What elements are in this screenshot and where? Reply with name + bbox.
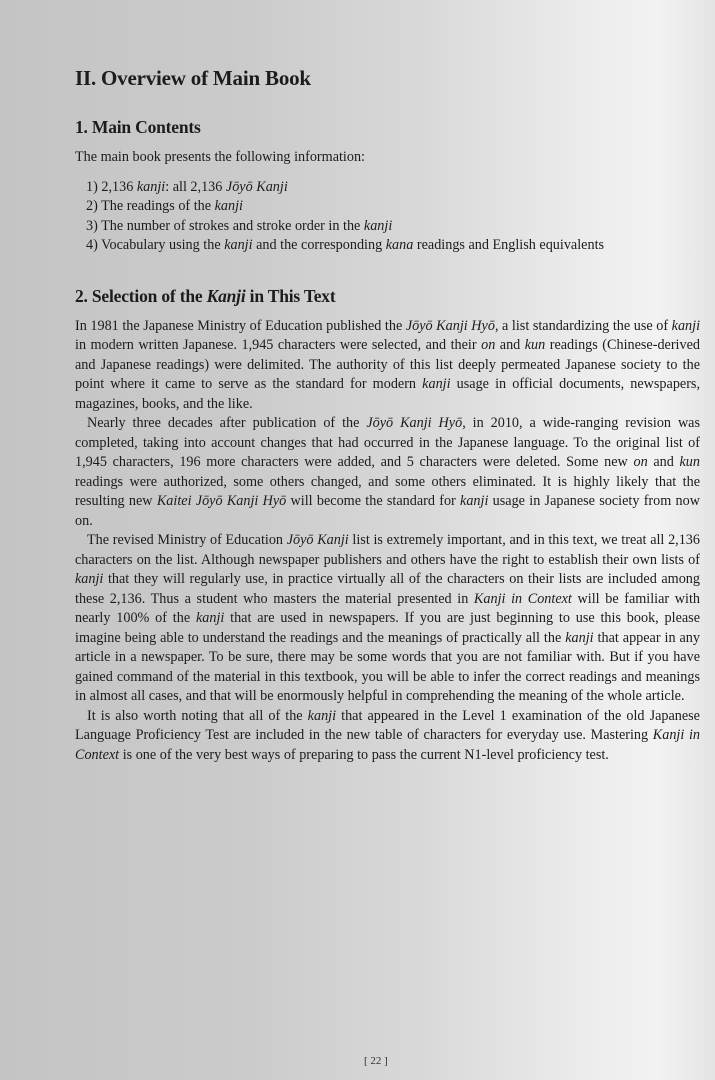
list-item: 4) Vocabulary using the kanji and the corresponding kana readings and English equivalents <box>86 237 605 253</box>
page-title: II. Overview of Main Book <box>75 66 311 90</box>
page-content <box>75 66 715 765</box>
section-selection <box>75 286 715 766</box>
italic-term: kun <box>679 454 700 470</box>
italic-term: kanji <box>565 629 594 646</box>
section-intro: The main book presents the following information: <box>75 149 365 165</box>
paragraph: The revised Ministry of Education Jōyō Kanji list is extremely important, and in this text, we treat all 2,136 characters on the list. Although newspaper publishers and others have the right to establish their own lists of kanji that they will regularly use, in practice virtually all of the characters on their lists are included among these 2,136. Thus a student who masters the material presented in Kanji in Context will be familiar with nearly 100% of the kanji that are used in newspapers. If you are just beginning to use this book, please imagine being able to understand the readings and the meanings of practically all the kanji that appear in any article in a newspaper. To be sure, there may be some words that you are not familiar with. But if you have gained command of the material in this textbook, you will be able to infer the correct readings and meanings in almost all cases, and that will be enormously helpful in comprehending the meaning of the whole article. <box>75 532 700 704</box>
italic-term: kanji <box>422 376 451 392</box>
italic-term: Jōyō Kanji <box>286 532 349 548</box>
italic-term: Kanji in Context <box>75 727 700 763</box>
section-heading-main-contents: 1. Main Contents <box>75 117 201 137</box>
list-item: 3) The number of strokes and stroke order in the kanji <box>86 217 393 234</box>
italic-term: kanji <box>224 237 253 253</box>
italic-term: Jōyō Kanji <box>225 178 288 195</box>
italic-term: Kanji in Context <box>473 590 572 607</box>
italic-term: kanji <box>671 317 701 334</box>
italic-term: on <box>481 337 496 353</box>
italic-term: on <box>633 454 648 470</box>
italic-term: kanji <box>75 571 104 587</box>
italic-term: Kaitei Jōyō Kanji Hyō <box>156 493 287 509</box>
paragraph: It is also worth noting that all of the kanji that appeared in the Level 1 examination of the old Japanese Language Proficiency Test are included in the new table of characters for everyday use. Mastering Kanji in Context is one of the very best ways of preparing to pass the current N1-level proficiency test. <box>75 707 700 763</box>
italic-term: kanji <box>307 707 337 724</box>
page-number: [ 22 ] <box>364 1055 388 1067</box>
italic-term: kanji <box>214 198 243 214</box>
section-heading-selection: 2. Selection of the Kanji in This Text <box>75 285 336 306</box>
italic-term: kanji <box>136 178 166 195</box>
italic-term: kanji <box>195 610 225 626</box>
paragraph: In 1981 the Japanese Ministry of Education published the Jōyō Kanji Hyō, a list standardizing the use of kanji in modern written Japanese. 1,945 characters were selected, and their on and kun readings (Chinese-derived and Japanese readings) were delimited. The authority of this list deeply permeated Japanese society to the point where it came to serve as the standard for modern kanji usage in official documents, newspapers, magazines, books, and the like. <box>75 317 701 412</box>
list-item: 2) The readings of the kanji <box>86 198 243 214</box>
italic-term: Jōyō Kanji Hyō <box>405 317 495 334</box>
italic-term: kanji <box>460 493 489 509</box>
list-item: 1) 2,136 kanji: all 2,136 Jōyō Kanji <box>86 178 288 195</box>
contents-list <box>75 178 715 256</box>
italic-term: kun <box>524 337 546 353</box>
italic-term: kanji <box>363 217 393 234</box>
paragraph: Nearly three decades after publication of the Jōyō Kanji Hyō, in 2010, a wide-ranging revision was completed, taking into account changes that had occurred in the Japanese language. To the original list of 1,945 characters, 196 more characters were added, and 5 characters were deleted. Some new on and kun readings were authorized, some others changed, and some others eliminated. It is highly likely that the resulting new Kaitei Jōyō Kanji Hyō will become the standard for kanji usage in Japanese society from now on. <box>75 415 701 529</box>
italic-term: Jōyō Kanji Hyō <box>366 415 463 431</box>
italic-term: kana <box>385 237 414 253</box>
